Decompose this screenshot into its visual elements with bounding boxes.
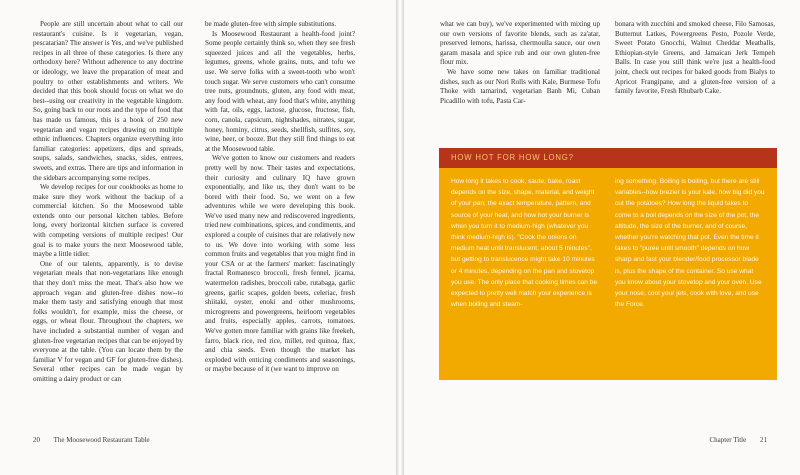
paragraph: We've gotten to know our customers and readers pretty well by now. Their tastes and expectations, their curiosity and culinary IQ have grown exponentially, and like us, they don't want to be bored with their food. So, we went on a few adventures while we were developing this book. We've used many new and rediscovered ingredients, tried new combinations, spices, and condiments, and explored a couple of cuisines that are relatively new to us. We dove into working with some less common fruits and vegetables that you might find in your CSA or at the farmers' market: fascinatingly fractal Romanesco broccoli, fresh fennel, jicama, watermelon radishes, broccoli rabe, rutabaga, garlic greens, garlic scapes, golden beets, celeriac, fresh shiitaki, oyster, enoki and other mushrooms, microgreens and powergreens, heirloom vegetables and fruits, especially apples, carrots, tomatoes. We've gotten more familiar with grains like freekeh, farro, black rice, red rice, millet, red quinoa, flax, and chia seeds. Even though the market has exploded with enticing condiments and seasonings, or maybe because of it (we want to improve on [205, 154, 355, 374]
right-page-column-1 [440, 20, 600, 106]
left-page-column-1 [33, 20, 183, 385]
paragraph: We have some new takes on familiar traditional dishes, such as our Nori Rolls with Kale, Burmese Tofu Thoke with tamarind, vegetarian Banh Mi, Cuban Picadillo with tofu, Pasta Car- [440, 67, 600, 105]
left-page [0, 0, 396, 475]
sidebar-title: HOW HOT FOR HOW LONG? [439, 148, 777, 168]
paragraph: bonara with zucchini and smoked cheese, Filo Samosas, Butternut Latkes, Powergreens Pesto, Pozole Verde, Sweet Potato Gnocchi, Walnut Cheddar Meatballs, Ethiopian-style Greens, and Jamaican Jerk Tempeh Balls. In case you still think we're just a health-food joint, check out recipes for baked goods from Bialys to Apricot Frangipane, and a gluten-free version of a family favorite, Fresh Rhubarb Cake. [615, 20, 775, 96]
right-page [404, 0, 800, 475]
sidebar-body [439, 168, 777, 380]
paragraph: what we can buy), we've experimented with mixing up our own versions of favorite blends, such as za'atar, preserved lemons, harissa, chermoulla sauce, our own garam masala and spice rub and our own gluten-free flour mix. [440, 20, 600, 67]
left-page-column-2 [205, 20, 355, 375]
sidebar-box [439, 148, 777, 380]
paragraph: be made gluten-free with simple substitutions. [205, 20, 337, 28]
book-gutter [396, 0, 404, 475]
right-folio [709, 436, 767, 444]
paragraph: Is Moosewood Restaurant a health-food joint? Some people certainly think so, when they see fresh squeezed juices and all the vegetables, herbs, legumes, greens, whole grains, nuts, and tofu we use. We serve folks with a sweet-tooth who won't touch sugar. We serve customers who can't consume tree nuts, groundnuts, gluten, any food with meat, any food with wheat, any food that's white, anything with fat, oils, eggs, lactose, glucose, fructose, fish, corn, canola, capsicum, nightshades, nitrates, sugar, honey, hominy, citrus, seeds, shellfish, sulfites, soy, wine, beer, or booze. But they still find things to eat at the Moosewood table. [205, 29, 355, 153]
sidebar-column-2: ing something. Boiling is boiling, but there are still variables--how brezier is your kale, how big did you cut the potatoes? How long the liquid takes to come to a boil depends on the size of the pot, the altitude, the size of the burner, and of course, whether you're watching that pot. Even the time it takes to "puree until smooth" depends on how sharp and fast your blender/food processor blade is, plus the shape of the container. So use what you know about your stovetop and your oven. Use your nose, cool your jets, cook with love, and use the Force. [615, 178, 765, 309]
page-number: 21 [760, 436, 767, 444]
paragraph: We develop recipes for our cookbooks as home to make sure they work without the backup of a commercial kitchen. So the Moosewood table extends onto our personal kitchen tables. Before long, every horizontal kitchen surface is covered with competing versions of multiple recipes! Our goal is to make yours the next Moosewood table, maybe a little tidier. [33, 183, 183, 259]
right-page-column-2 [615, 20, 775, 97]
running-head: Chapter Title [709, 436, 747, 444]
paragraph: One of our talents, apparently, is to devise vegetarian meals that non-vegetarians like enough that they don't miss the meat. That's also how we approach vegan and gluten-free dishes now--to make them tasty and satisfying enough that most folks wouldn't, for example, miss the cheese, or eggs, or wheat flour. Throughout the chapters, we have included a substantial number of vegan and gluten-free vegetarian recipes that can be enjoyed by everyone at the table. (You can locate them by the familiar V for vegan and GF for gluten-free dishes). Several other recipes can be made vegan by omitting a dairy product or can [33, 259, 183, 383]
paragraph: People are still uncertain about what to call our restaurant's cuisine. Is it vegetarian, vegan, pescatarian? The answer is Yes, and we've published recipes in all three of these categories. Is there any orthodoxy here? Without adherence to any doctrine or ideology, we leave the preparation of meat and poultry to other establishments and writers. We decided that this book should focus on what we do best--using our creativity in the vegetable kingdom. So, going back to our roots and the type of food that has made us famous, this is a book of 250 new vegetarian and vegan recipes drawing on multiple ethnic influences. Chapters organize everything into familiar categories: appetizers, dips and spreads, soups, salads, sandwiches, snacks, sides, entrees, sweets, and extras. There are tips and information in the sidebars accompanying some recipes. [33, 20, 183, 182]
sidebar-column-1: How long it takes to cook, saute, bake, roast depends on the size, shape, material, and weight of your pan, the exact temperature, pattern, and source of your heat, and how hot your burner is when you turn it to medium-high (whatever you think medium-high is). "Cook the onions on medium heat until translucent, about 5 minutes", but getting to translucence might take 10 minutes or 4 minutes, depending on the pan and stovetop you use. The only place that cooking times can be expected to pretty well match your experience is when boiling and steam- [451, 178, 598, 309]
running-head: The Moosewood Restaurant Table [53, 436, 150, 444]
page-number: 20 [33, 436, 40, 444]
left-folio [33, 436, 150, 444]
